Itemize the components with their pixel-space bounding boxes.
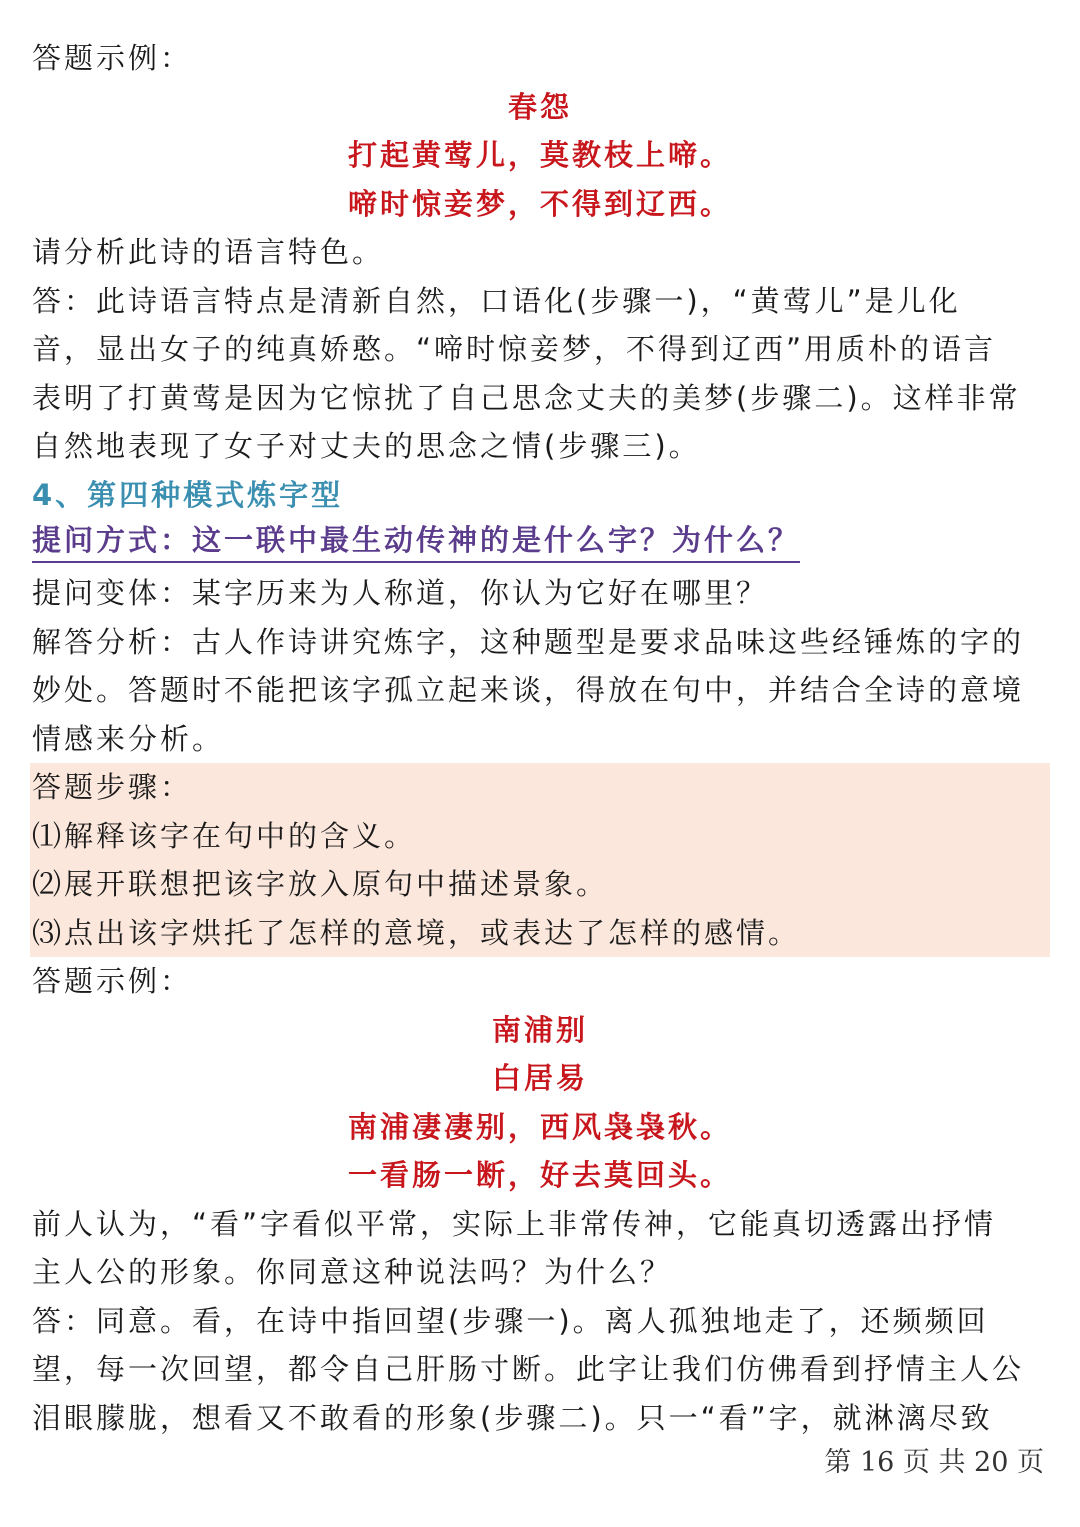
ask-style-row: [32, 519, 1048, 569]
document-page: [32, 34, 1048, 1442]
poem-title: 南浦别: [491, 1012, 588, 1047]
poem-title: 春怨: [507, 89, 572, 124]
poem-line: 打起黄莺儿，莫教枝上啼。: [347, 138, 732, 172]
answer-line: 泪眼朦胧，想看又不敢看的形象(步骤二)。只一“看”字，就淋漓尽致: [32, 1400, 993, 1435]
poem-line: 啼时惊妾梦，不得到辽西。: [347, 186, 732, 221]
answer-steps-box: [30, 763, 1050, 957]
example-label: 答题示例：: [32, 41, 193, 75]
answer-line: 答：此诗语言特点是清新自然，口语化(步骤一)，“黄莺儿”是儿化: [32, 283, 961, 318]
answer-line: 表明了打黄莺是因为它惊扰了自己思念丈夫的美梦(步骤二)。这样非常: [32, 380, 1021, 415]
page-number: 第 16 页 共 20 页: [824, 1447, 1044, 1478]
answer-line: 音，显出女子的纯真娇憨。“啼时惊妾梦，不得到辽西”用质朴的语言: [32, 332, 997, 366]
question-line: 主人公的形象。你同意这种说法吗？为什么？: [32, 1255, 673, 1289]
steps-label: 答题步骤：: [32, 770, 193, 804]
answer-line: 答：同意。看，在诗中指回望(步骤一)。离人孤独地走了，还频频回: [32, 1303, 989, 1338]
poem-author: 白居易: [491, 1061, 588, 1095]
step-item: ⑴解释该字在句中的含义。: [32, 818, 417, 853]
question-line: 前人认为，“看”字看似平常，实际上非常传神，它能真切透露出抒情: [32, 1206, 997, 1241]
step-item: ⑵展开联想把该字放入原句中描述景象。: [32, 867, 609, 901]
poem-line: 一看肠一断，好去莫回头。: [347, 1158, 732, 1192]
answer-line: 望，每一次回望，都令自己肝肠寸断。此字让我们仿佛看到抒情主人公: [32, 1352, 1025, 1386]
section-title: 4、第四种模式炼字型: [32, 477, 344, 512]
step-item: ⑶点出该字烘托了怎样的意境，或表达了怎样的感情。: [32, 915, 801, 950]
analysis-line: 情感来分析。: [32, 721, 225, 756]
answer-line: 自然地表现了女子对丈夫的思念之情(步骤三)。: [32, 429, 701, 463]
example-label: 答题示例：: [32, 964, 193, 998]
poem-line: 南浦凄凄别，西风袅袅秋。: [347, 1109, 732, 1144]
analysis-line: 妙处。答题时不能把该字孤立起来谈，得放在句中，并结合全诗的意境: [32, 673, 1025, 707]
analysis-line: 解答分析：古人作诗讲究炼字，这种题型是要求品味这些经锤炼的字的: [32, 624, 1025, 659]
variant-text: 提问变体：某字历来为人称道，你认为它好在哪里？: [32, 576, 769, 610]
question-text: 请分析此诗的语言特色。: [32, 235, 385, 269]
ask-style-heading: 提问方式：这一联中最生动传神的是什么字？为什么？: [32, 519, 800, 563]
